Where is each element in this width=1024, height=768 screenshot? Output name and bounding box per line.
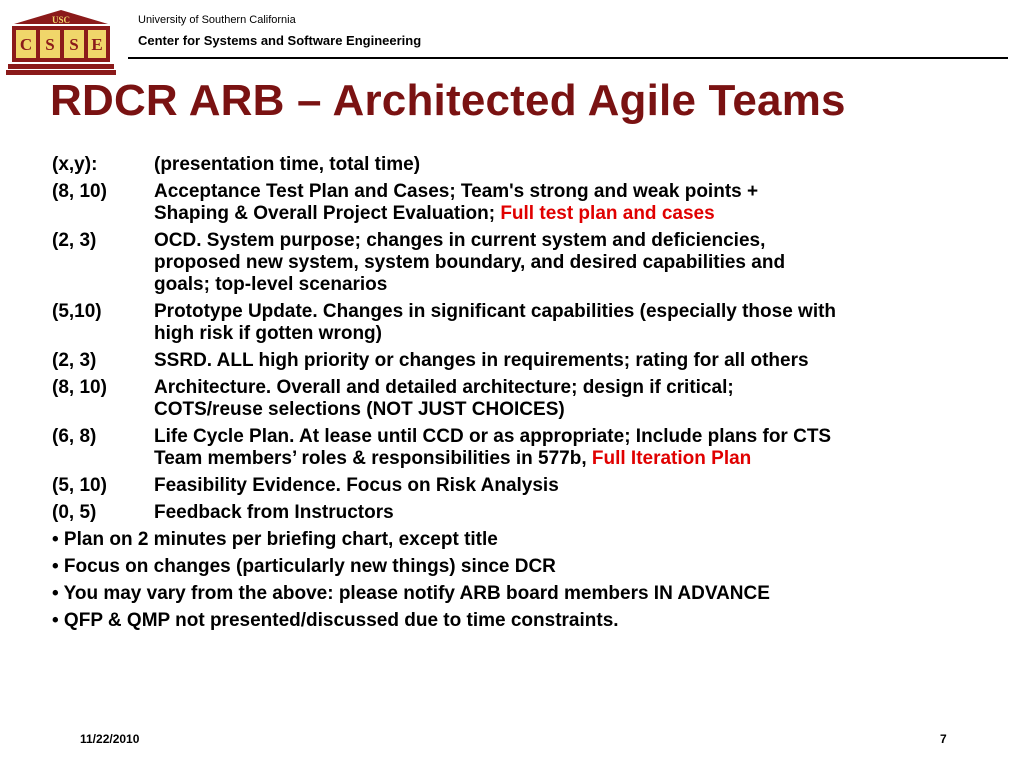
schedule-row — [52, 181, 1002, 225]
description-text: Life Cycle Plan. At lease until CCD or as appropriate; Include plans for CTS — [154, 426, 832, 447]
schedule-row — [52, 377, 1002, 421]
schedule-row — [52, 301, 1002, 345]
review-item-description — [154, 426, 1002, 470]
description-line — [154, 475, 1002, 497]
bullet-item: • QFP & QMP not presented/discussed due to time constraints. — [52, 610, 619, 631]
description-text: Team members’ roles & responsibilities in 577b, — [154, 448, 592, 469]
description-line — [154, 448, 1002, 470]
description-text: Feasibility Evidence. Focus on Risk Analysis — [154, 475, 559, 496]
university-name: University of Southern California — [138, 14, 296, 26]
time-allocation: (2, 3) — [52, 230, 97, 251]
description-line — [154, 203, 1002, 225]
description-text: COTS/reuse selections (NOT JUST CHOICES) — [154, 399, 565, 420]
highlight-text: Full test plan and cases — [500, 203, 715, 224]
description-text: proposed new system, system boundary, and desired capabilities and — [154, 252, 786, 273]
description-text: Architecture. Overall and detailed architecture; design if critical; — [154, 377, 734, 398]
review-item-description — [154, 475, 1002, 497]
description-text: Prototype Update. Changes in significant capabilities (especially those with — [154, 301, 837, 322]
bullet-list — [52, 529, 1002, 632]
description-line — [154, 426, 1002, 448]
description-line — [154, 181, 1002, 203]
review-item-description — [154, 154, 1002, 176]
description-line — [154, 301, 1002, 323]
description-text: Acceptance Test Plan and Cases; Team's strong and weak points + — [154, 181, 759, 202]
description-line — [154, 502, 1002, 524]
description-line — [154, 252, 1002, 274]
schedule-row — [52, 230, 1002, 296]
schedule-row — [52, 426, 1002, 470]
schedule-row — [52, 154, 1002, 176]
time-allocation: (2, 3) — [52, 350, 97, 371]
review-item-description — [154, 181, 1002, 225]
time-allocation: (5, 10) — [52, 475, 107, 496]
review-item-description — [154, 502, 1002, 524]
description-text: Shaping & Overall Project Evaluation; — [154, 203, 501, 224]
description-text: high risk if gotten wrong) — [154, 323, 382, 344]
description-line — [154, 154, 1002, 176]
logo-letter-c: C — [19, 35, 33, 54]
slide-title: RDCR ARB – Architected Agile Teams — [50, 76, 846, 125]
highlight-text: Full Iteration Plan — [591, 448, 752, 469]
page-number: 7 — [940, 732, 947, 746]
time-allocation: (6, 8) — [52, 426, 97, 447]
description-text: (presentation time, total time) — [154, 154, 421, 175]
bullet-item: • Focus on changes (particularly new things) since DCR — [52, 556, 556, 577]
review-item-description — [154, 230, 1002, 296]
bullet-item: • Plan on 2 minutes per briefing chart, except title — [52, 529, 498, 550]
logo-letter-s1: S — [45, 35, 55, 54]
review-item-description — [154, 377, 1002, 421]
time-allocation: (x,y): — [52, 154, 98, 175]
description-text: goals; top-level scenarios — [154, 274, 388, 295]
description-line — [154, 323, 1002, 345]
description-line — [154, 377, 1002, 399]
time-allocation: (8, 10) — [52, 377, 107, 398]
schedule-row — [52, 502, 1002, 524]
logo-top-text: USC — [51, 15, 71, 25]
header-rule — [128, 57, 1008, 59]
time-allocation: (5,10) — [52, 301, 102, 322]
time-allocation: (0, 5) — [52, 502, 97, 523]
description-text: Feedback from Instructors — [154, 502, 394, 523]
logo-letter-e: E — [91, 35, 103, 54]
time-allocation: (8, 10) — [52, 181, 107, 202]
review-item-description — [154, 350, 1002, 372]
review-item-description — [154, 301, 1002, 345]
schedule-row — [52, 350, 1002, 372]
bullet-item: • You may vary from the above: please notify ARB board members IN ADVANCE — [52, 583, 770, 604]
description-line — [154, 274, 1002, 296]
description-line — [154, 230, 1002, 252]
schedule-list — [52, 154, 1002, 524]
logo-letter-s2: S — [69, 35, 79, 54]
description-line — [154, 399, 1002, 421]
center-name: Center for Systems and Software Engineering — [138, 33, 422, 48]
footer-date: 11/22/2010 — [80, 732, 140, 746]
description-text: OCD. System purpose; changes in current system and deficiencies, — [154, 230, 766, 251]
description-line — [154, 350, 1002, 372]
csse-logo — [6, 8, 116, 76]
description-text: SSRD. ALL high priority or changes in requirements; rating for all others — [154, 350, 809, 371]
slide-content — [52, 154, 1002, 637]
schedule-row — [52, 475, 1002, 497]
